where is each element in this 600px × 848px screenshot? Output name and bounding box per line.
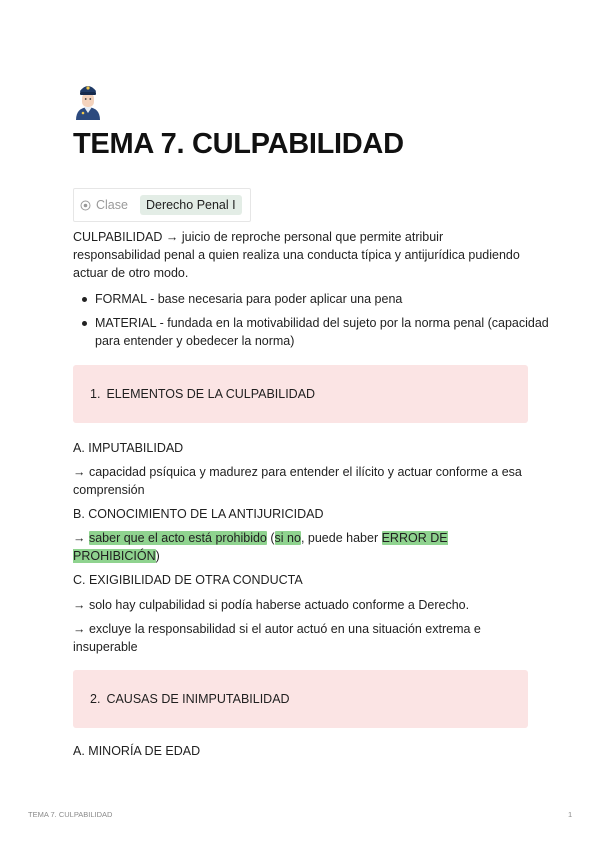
footer-title: TEMA 7. CULPABILIDAD	[28, 810, 113, 819]
intro-term: CULPABILIDAD	[73, 230, 163, 244]
subheading-a: A. MINORÍA DE EDAD	[73, 744, 201, 758]
list-item: MATERIAL - fundada en la motivabilidad del sujeto por la norma penal (capacidad para entender y obedecer la norma)	[95, 316, 549, 348]
highlight: si no	[274, 531, 301, 545]
text-span: (	[270, 531, 275, 545]
paragraph: → solo hay culpabilidad si podía haberse actuado conforme a Derecho.	[73, 598, 470, 612]
section-2-callout	[73, 670, 528, 728]
highlight: ERROR DE PROHIBICIÓN	[73, 531, 448, 563]
paragraph-highlighted	[73, 529, 528, 565]
target-icon	[80, 200, 91, 211]
property-name	[80, 198, 128, 212]
paragraph: → excluye la responsabilidad si el autor actuó en una situación extrema e insuperable	[73, 622, 481, 654]
section-heading: ELEMENTOS DE LA CULPABILIDAD	[106, 387, 316, 401]
property-label: Clase	[96, 198, 128, 212]
bullet-list	[73, 290, 550, 356]
text-span: , puede haber	[300, 531, 379, 545]
paragraph: → capacidad psíquica y madurez para entender el ilícito y actuar conforme a esa comprensión	[73, 465, 522, 497]
highlight: saber que el acto está prohibido	[88, 531, 267, 545]
section-number: 2.	[90, 692, 101, 706]
subheading-b: B. CONOCIMIENTO DE LA ANTIJURICIDAD	[73, 507, 324, 521]
subheading-c: C. EXIGIBILIDAD DE OTRA CONDUCTA	[73, 573, 303, 587]
intro-paragraph	[73, 228, 528, 282]
section-number: 1.	[90, 387, 101, 401]
property-value-tag[interactable]: Derecho Penal I	[140, 195, 242, 215]
arrow-glyph: →	[73, 531, 86, 545]
page-number: 1	[568, 810, 573, 819]
section-heading: CAUSAS DE INIMPUTABILIDAD	[106, 692, 290, 706]
arrow-glyph: →	[165, 230, 179, 244]
intro-text: juicio de reproche personal que permite atribuir responsabilidad penal a quien realiza una conducta típica y antijurídica pudiendo actuar de otro modo.	[73, 230, 520, 280]
property-row[interactable]	[73, 188, 251, 222]
page-title: TEMA 7. CULPABILIDAD	[73, 128, 404, 160]
police-officer-emoji-icon	[73, 80, 103, 120]
text-span: )	[155, 549, 160, 563]
list-item: FORMAL - base necesaria para poder aplicar una pena	[95, 290, 550, 308]
section-1-callout	[73, 365, 528, 423]
subheading-a: A. IMPUTABILIDAD	[73, 441, 184, 455]
